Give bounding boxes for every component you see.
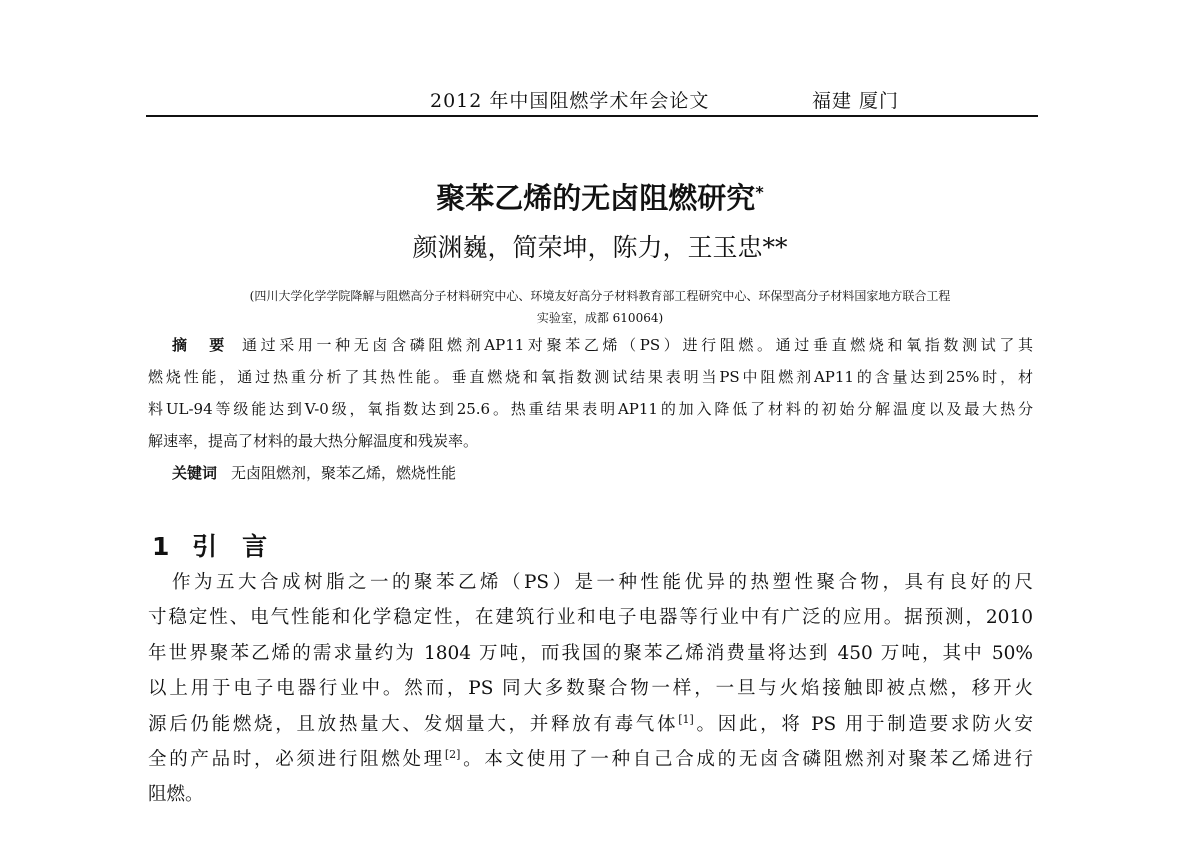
citation-2: [2] [444, 747, 461, 761]
section-number: 1 [152, 532, 170, 561]
citation-1: [1] [678, 712, 694, 726]
affiliation-line: 实验室，成都 610064) [536, 311, 664, 325]
keywords-label: 关键词 [172, 464, 218, 482]
body-text: 全的产品时，必须进行阻燃处理 [148, 749, 445, 770]
section-heading [152, 527, 267, 563]
body-text: 。因此，将 PS 用于制造要求防火安 [693, 714, 1033, 735]
body-text: 。本文使用了一种自己合成的无卤含磷阻燃剂对聚苯乙烯进行 [460, 749, 1033, 770]
header-rule [146, 115, 1038, 117]
abstract-line: 解速率，提高了材料的最大热分解温度和残炭率。 [148, 432, 479, 450]
paper-title [0, 176, 1200, 217]
abstract-text: 通过采用一种无卤含磷阻燃剂AP11对聚苯乙烯（PS）进行阻燃。通过垂直燃烧和氧指数测试了其 [241, 336, 1033, 354]
keywords [172, 462, 456, 483]
section-title: 引 言 [192, 532, 268, 561]
body-line: 阻燃。 [148, 784, 204, 805]
running-header-location: 福建 厦门 [812, 90, 900, 112]
body-line: 年世界聚苯乙烯的需求量约为 1804 万吨，而我国的聚苯乙烯消费量将达到 450 万吨，其中 50% [148, 643, 1033, 664]
body-line [148, 745, 1033, 771]
abstract-line [172, 334, 1033, 355]
title-text: 聚苯乙烯的无卤阻燃研究 [436, 181, 756, 215]
body-line: 作为五大合成树脂之一的聚苯乙烯（PS）是一种性能优异的热塑性聚合物，具有良好的尺 [172, 572, 1033, 593]
title-footnote-mark: * [755, 182, 764, 202]
body-line: 以上用于电子电器行业中。然而，PS 同大多数聚合物一样，一旦与火焰接触即被点燃，移开火 [148, 678, 1033, 699]
body-line [148, 710, 1033, 736]
running-header-conference: 2012 年中国阻燃学术年会论文 [430, 90, 710, 112]
body-text: 源后仍能燃烧，且放热量大、发烟量大，并释放有毒气体 [148, 714, 679, 735]
abstract-line: 燃烧性能，通过热重分析了其热性能。垂直燃烧和氧指数测试结果表明当PS中阻燃剂AP11的含量达到25%时，材 [148, 368, 1033, 386]
keywords-text: 无卤阻燃剂，聚苯乙烯，燃烧性能 [231, 464, 457, 482]
abstract-line: 料UL-94等级能达到V-0级，氧指数达到25.6。热重结果表明AP11的加入降低了材料的初始分解温度以及最大热分 [148, 400, 1033, 418]
body-line: 寸稳定性、电气性能和化学稳定性，在建筑行业和电子电器等行业中有广泛的应用。据预测，2010 [148, 607, 1033, 628]
authors: 颜渊巍，简荣坤，陈力，王玉忠** [412, 233, 788, 262]
abstract-label: 摘 要 [172, 336, 228, 354]
affiliation-line: (四川大学化学学院降解与阻燃高分子材料研究中心、环境友好高分子材料教育部工程研究中心、环保型高分子材料国家地方联合工程 [249, 289, 951, 303]
